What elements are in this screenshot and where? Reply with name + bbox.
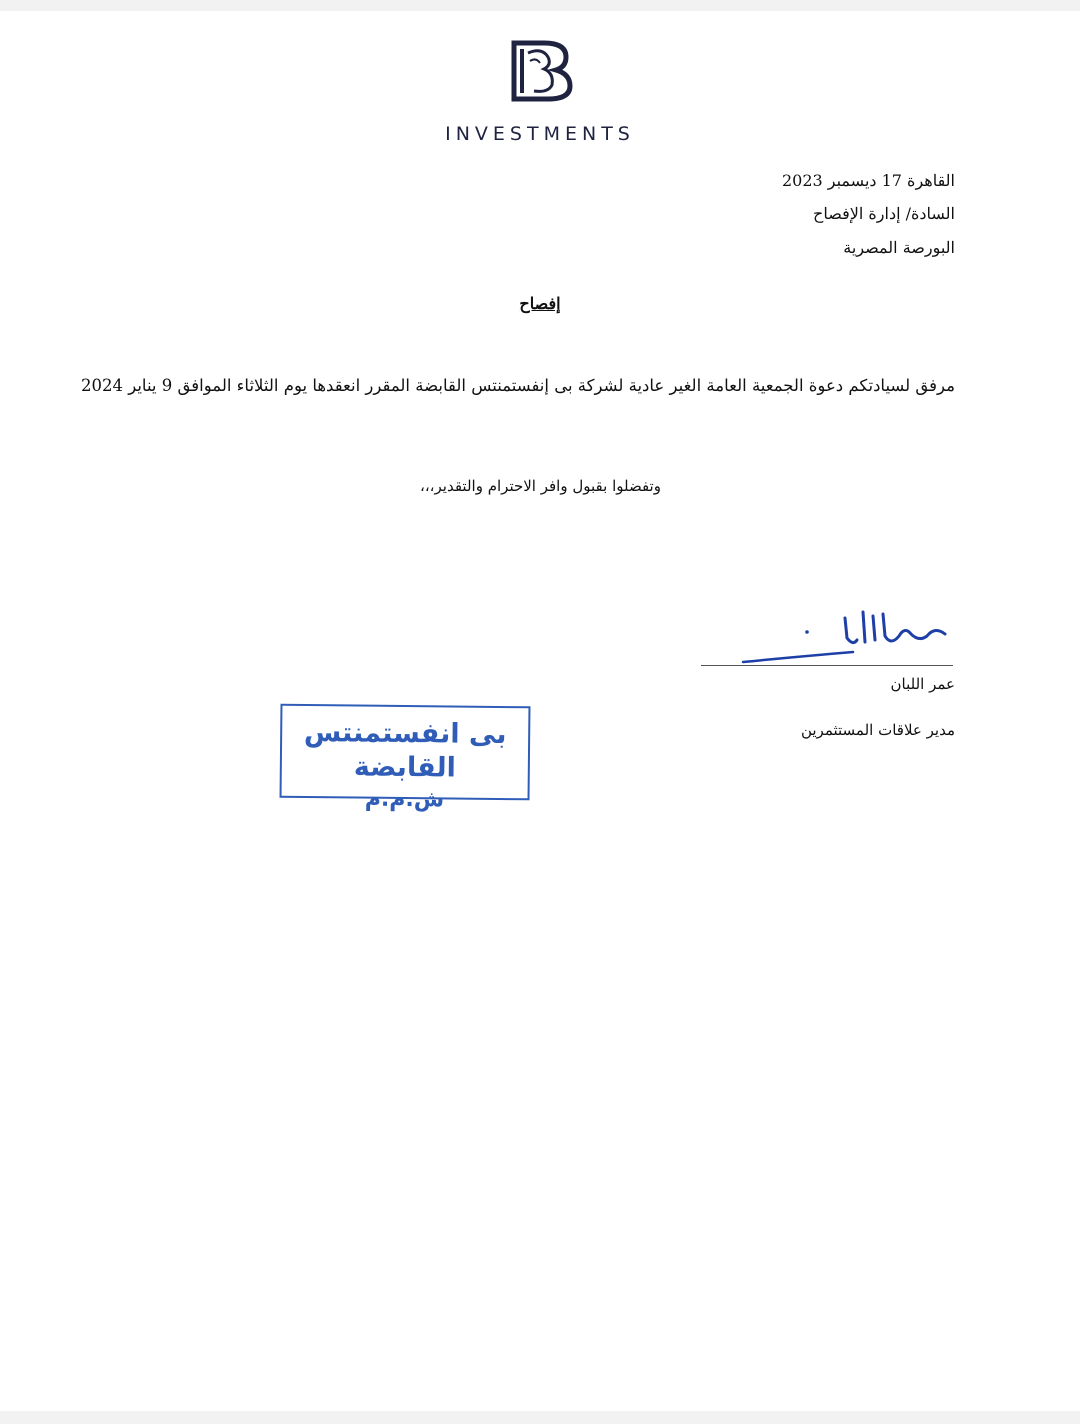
letter-body: مرفق لسيادتكم دعوة الجمعية العامة الغير عادية لشركة بى إنفستمنتس القابضة المقرر انعقدها يوم الثلاثاء الموافق 9 يناير 2024 bbox=[80, 376, 955, 395]
letter-page bbox=[0, 11, 1080, 1411]
date-line: القاهرة 17 ديسمبر 2023 bbox=[781, 171, 955, 190]
company-logo-icon bbox=[508, 39, 574, 103]
closing-line: وتفضلوا بقبول وافر الاحترام والتقدير،،، bbox=[420, 477, 661, 495]
stamp-company-type: ش.م.م bbox=[364, 786, 445, 813]
recipient-line: السادة/ إدارة الإفصاح bbox=[813, 204, 955, 223]
signature-line bbox=[701, 665, 953, 666]
brand-name: INVESTMENTS bbox=[445, 123, 635, 145]
handwritten-signature bbox=[735, 596, 955, 666]
stamp-company-name: بى انفستمنتس القابضة bbox=[303, 716, 507, 784]
letter-subject: إفصاح bbox=[519, 294, 561, 313]
signatory-title: مدير علاقات المستثمرين bbox=[800, 721, 955, 739]
company-stamp bbox=[280, 704, 531, 813]
signatory-name: عمر اللبان bbox=[890, 675, 955, 693]
organization-line: البورصة المصرية bbox=[843, 238, 955, 257]
